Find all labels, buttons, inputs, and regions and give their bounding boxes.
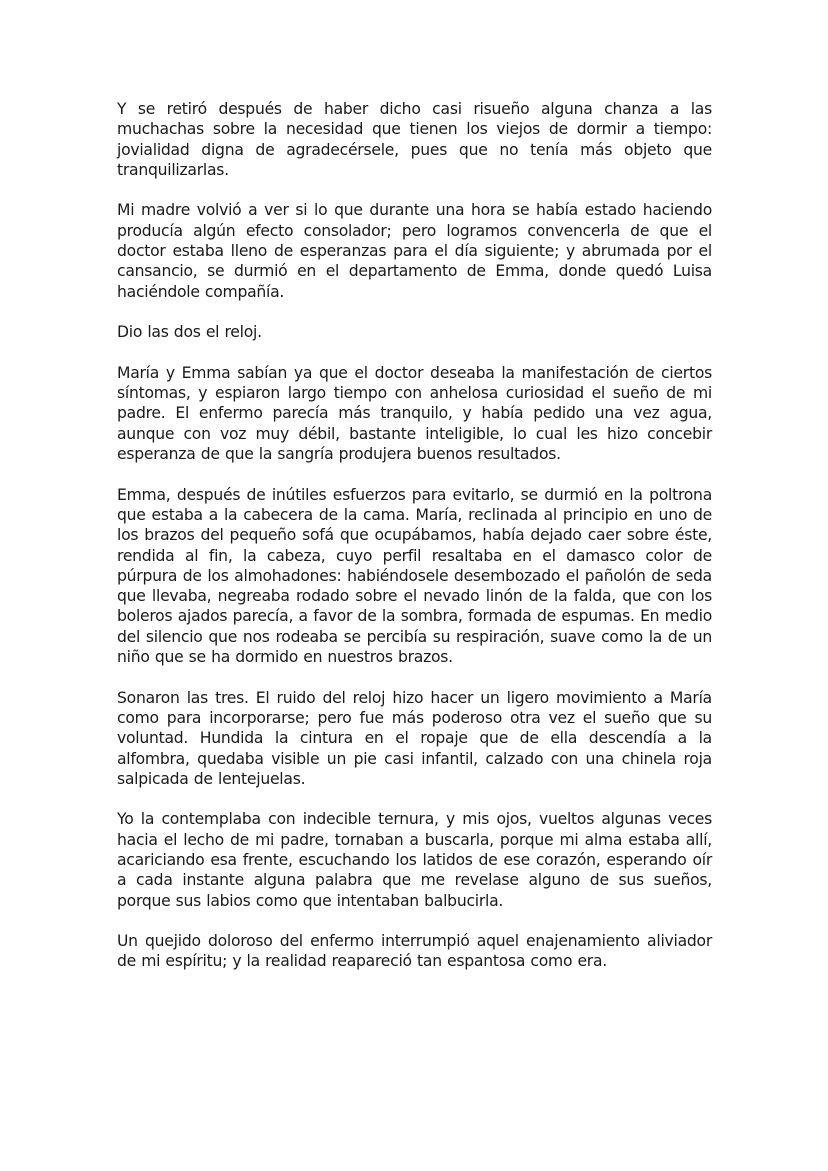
paragraph: Yo la contemplaba con indecible ternura, y mis ojos, vueltos algunas veces hacia el lecho de mi padre, tornaban a buscarla, porque mi alma estaba allí, acariciando esa frente, escuchando los latidos de ese corazón, esperando oír a cada instante alguna palabra que me revelase alguno de sus sueños, porque sus labios como que intentaban balbucirla. [117,810,712,910]
document-page [117,99,712,992]
paragraph: Emma, después de inútiles esfuerzos para evitarlo, se durmió en la poltrona que estaba a la cabecera de la cama. María, reclinada al principio en uno de los brazos del pequeño sofá que ocupábamos, había dejado caer sobre éste, rendida al fin, la cabeza, cuyo perfil resaltaba en el damasco color de púrpura de los almohadones: habiéndosele desembozado el pañolón de seda que llevaba, negreaba rodado sobre el nevado linón de la falda, que con los boleros ajados parecía, a favor de la sombra, formada de espumas. En medio del silencio que nos rodeaba se percibía su respiración, suave como la de un niño que se ha dormido en nuestros brazos. [117,485,712,667]
paragraph: Un quejido doloroso del enfermo interrumpió aquel enajenamiento aliviador de mi espíritu; y la realidad reapareció tan espantosa como era. [117,932,712,971]
paragraph: Dio las dos el reloj. [117,323,262,342]
paragraph: María y Emma sabían ya que el doctor deseaba la manifestación de ciertos síntomas, y espiaron largo tiempo con anhelosa curiosidad el sueño de mi padre. El enfermo parecía más tranquilo, y había pedido una vez agua, aunque con voz muy débil, bastante inteligible, lo cual les hizo concebir esperanza de que la sangría produjera buenos resultados. [117,363,712,464]
paragraph: Mi madre volvió a ver si lo que durante una hora se había estado haciendo producía algún efecto consolador; pero logramos convencerla de que el doctor estaba lleno de esperanzas para el día siguiente; y abrumada por el cansancio, se durmió en el departamento de Emma, donde quedó Luisa haciéndole compañía. [117,201,712,301]
paragraph: Y se retiró después de haber dicho casi risueño alguna chanza a las muchachas sobre la necesidad que tienen los viejos de dormir a tiempo: jovialidad digna de agradecérsele, pues que no tenía más objeto que tranquilizarlas. [117,100,712,179]
paragraph: Sonaron las tres. El ruido del reloj hizo hacer un ligero movimiento a María como para incorporarse; pero fue más poderoso otra vez el sueño que su voluntad. Hundida la cintura en el ropaje que de ella descendía a la alfombra, quedaba visible un pie casi infantil, calzado con una chinela roja salpicada de lentejuelas. [117,688,712,788]
